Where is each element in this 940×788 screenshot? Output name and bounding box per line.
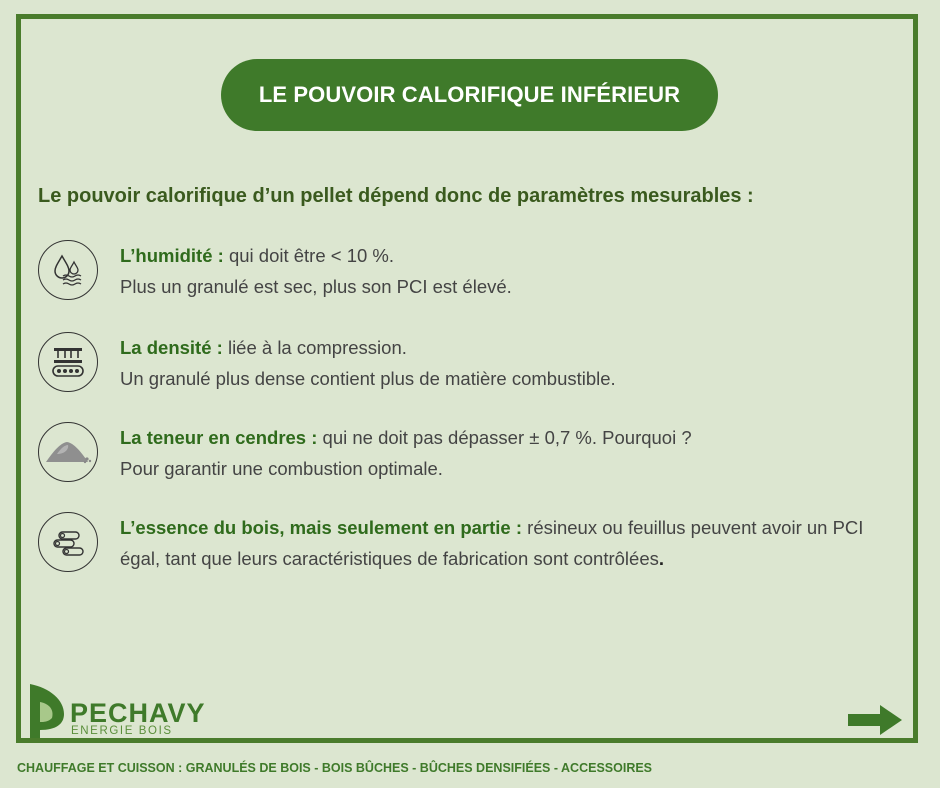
- item-text: [120, 512, 900, 574]
- page-title: LE POUVOIR CALORIFIQUE INFÉRIEUR: [258, 82, 681, 107]
- intro-text: Le pouvoir calorifique d’un pellet dépend donc de paramètres mesurables :: [38, 185, 754, 207]
- item-label: L’essence du bois, mais seulement en partie :: [120, 517, 523, 538]
- item-label: La teneur en cendres :: [120, 427, 318, 448]
- item-description: liée à la compression.: [222, 337, 407, 358]
- item-description: qui doit être < 10 %.: [223, 245, 395, 266]
- item-text: [120, 240, 900, 302]
- item-text: [120, 332, 900, 394]
- compression-press-icon: [38, 332, 98, 392]
- item-description: résineux ou feuillus peuvent avoir un PCI égal, tant que leurs caractéristiques de fabrication sont contrôlées: [120, 517, 864, 569]
- title-banner: [221, 59, 718, 131]
- item-detail: Plus un granulé est sec, plus son PCI est élevé.: [120, 276, 512, 297]
- item-detail: Un granulé plus dense contient plus de matière combustible.: [120, 368, 616, 389]
- item-detail: Pour garantir une combustion optimale.: [120, 458, 443, 479]
- item-label: L’humidité :: [120, 245, 224, 266]
- footer-tagline: CHAUFFAGE ET CUISSON : GRANULÉS DE BOIS - BOIS BÛCHES - BÛCHES DENSIFIÉES - ACCESSOIRES: [17, 761, 653, 775]
- item-end-punctuation: .: [658, 548, 665, 569]
- humidity-icon: [38, 240, 98, 300]
- ash-pile-icon: [38, 422, 98, 482]
- brand-name: PECHAVY: [70, 698, 206, 728]
- next-arrow-icon[interactable]: [846, 703, 904, 742]
- item-text: [120, 422, 900, 484]
- item-description: qui ne doit pas dépasser ± 0,7 %. Pourquoi ?: [317, 427, 692, 448]
- wood-logs-icon: [38, 512, 98, 572]
- item-label: La densité :: [120, 337, 223, 358]
- brand-tagline: ENERGIE BOIS: [71, 725, 173, 737]
- pechavy-leaf-logo-icon: [28, 682, 68, 743]
